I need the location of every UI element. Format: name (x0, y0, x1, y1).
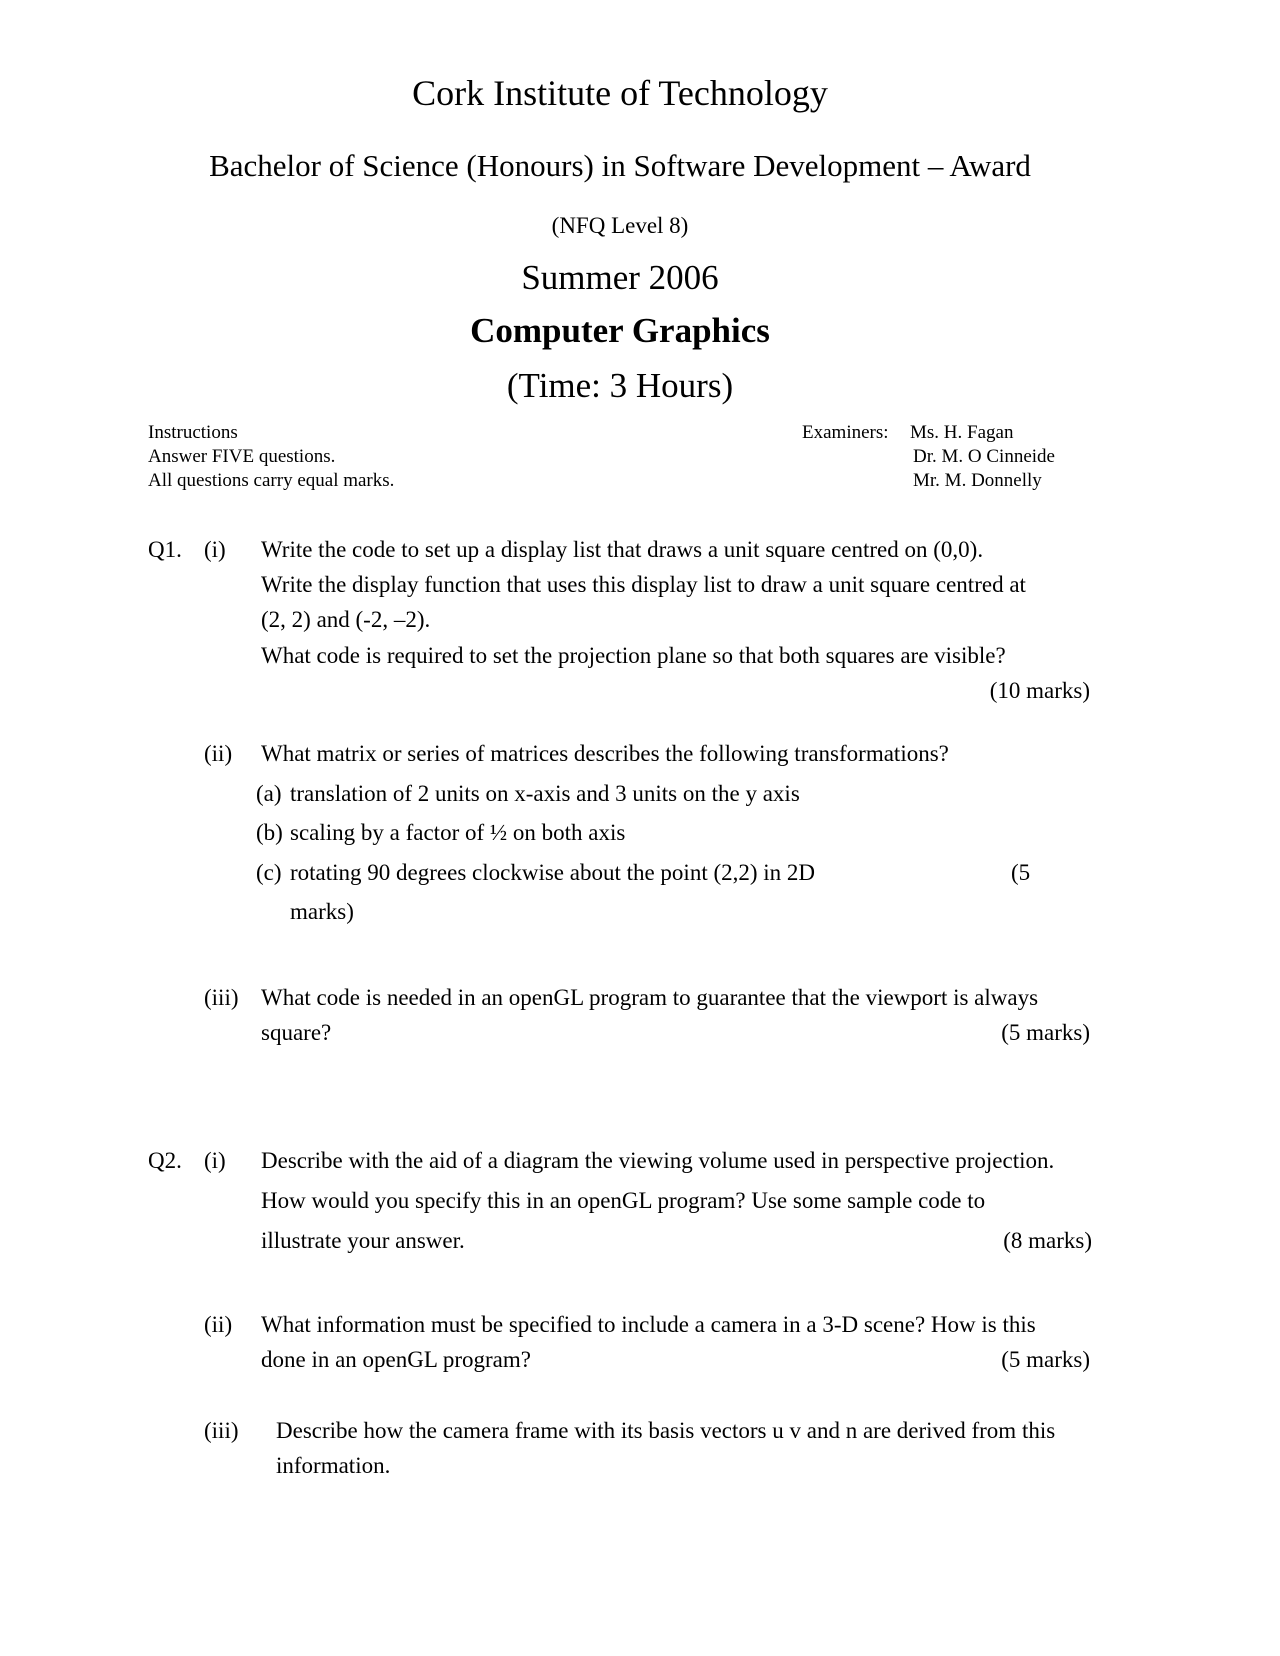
part-label: (ii) (204, 741, 233, 766)
marks-allocation: (5 marks) (1001, 1020, 1090, 1045)
marks-allocation: marks) (290, 899, 354, 924)
subitem-label: (c) (256, 860, 282, 885)
subject-title: Computer Graphics (470, 311, 770, 350)
instructions-block (148, 421, 394, 493)
marks-allocation: (10 marks) (989, 678, 1090, 703)
question-number: Q1. (148, 537, 182, 562)
programme-title: Bachelor of Science (Honours) in Software Development – Award (209, 148, 1031, 183)
question-text-line: square? (261, 1020, 332, 1045)
question-text-line: done in an openGL program? (261, 1347, 531, 1372)
question-text-line: (2, 2) and (-2, –2). (261, 607, 431, 632)
question-text-line: Describe how the camera frame with its basis vectors u v and n are derived from this (276, 1418, 1056, 1443)
marks-allocation: (5 marks) (1001, 1347, 1090, 1372)
question-text-line: What code is required to set the projection plane so that both squares are visible? (261, 643, 1006, 668)
institution-name: Cork Institute of Technology (412, 73, 828, 113)
question-text-line: information. (276, 1453, 391, 1478)
nfq-level: (NFQ Level 8) (551, 213, 689, 238)
part-label: (i) (204, 1148, 226, 1173)
exam-duration: (Time: 3 Hours) (506, 366, 734, 405)
part-label: (iii) (204, 1418, 239, 1443)
question-text-line: illustrate your answer. (261, 1228, 465, 1253)
subitem-text: scaling by a factor of ½ on both axis (290, 820, 626, 845)
question-text-line: Write the code to set up a display list that draws a unit square centred on (0,0). (261, 537, 984, 562)
instructions-line: All questions carry equal marks. (148, 470, 395, 491)
instructions-heading: Instructions (148, 422, 238, 443)
question-text-line: Write the display function that uses this display list to draw a unit square centred at (261, 572, 1026, 597)
part-label: (ii) (204, 1312, 233, 1337)
subitem-text: translation of 2 units on x-axis and 3 units on the y axis (290, 781, 800, 806)
question-text-line: What information must be specified to include a camera in a 3-D scene? How is this (261, 1312, 1036, 1337)
examiners-list (910, 421, 1055, 493)
subitem-text: rotating 90 degrees clockwise about the point (2,2) in 2D (290, 860, 816, 885)
examiner-name: Ms. H. Fagan (910, 422, 1014, 443)
question-text-line: What code is needed in an openGL program to guarantee that the viewport is always (261, 985, 1039, 1010)
subitem-label: (b) (256, 820, 283, 845)
marks-allocation: (5 (1011, 860, 1031, 885)
examiner-name: Mr. M. Donnelly (913, 470, 1042, 491)
marks-allocation: (8 marks) (1003, 1228, 1092, 1253)
question-number: Q2. (148, 1148, 182, 1173)
part-label: (i) (204, 537, 226, 562)
examiner-name: Dr. M. O Cinneide (913, 446, 1055, 467)
question-text-line: Describe with the aid of a diagram the viewing volume used in perspective projection. (261, 1148, 1055, 1173)
part-label: (iii) (204, 985, 239, 1010)
question-text-line: How would you specify this in an openGL program? Use some sample code to (261, 1188, 986, 1213)
exam-session: Summer 2006 (521, 258, 719, 297)
subitem-label: (a) (256, 781, 282, 806)
question-text-line: What matrix or series of matrices describes the following transformations? (261, 741, 949, 766)
examiners-label: Examiners: (802, 422, 889, 443)
instructions-line: Answer FIVE questions. (148, 446, 336, 467)
